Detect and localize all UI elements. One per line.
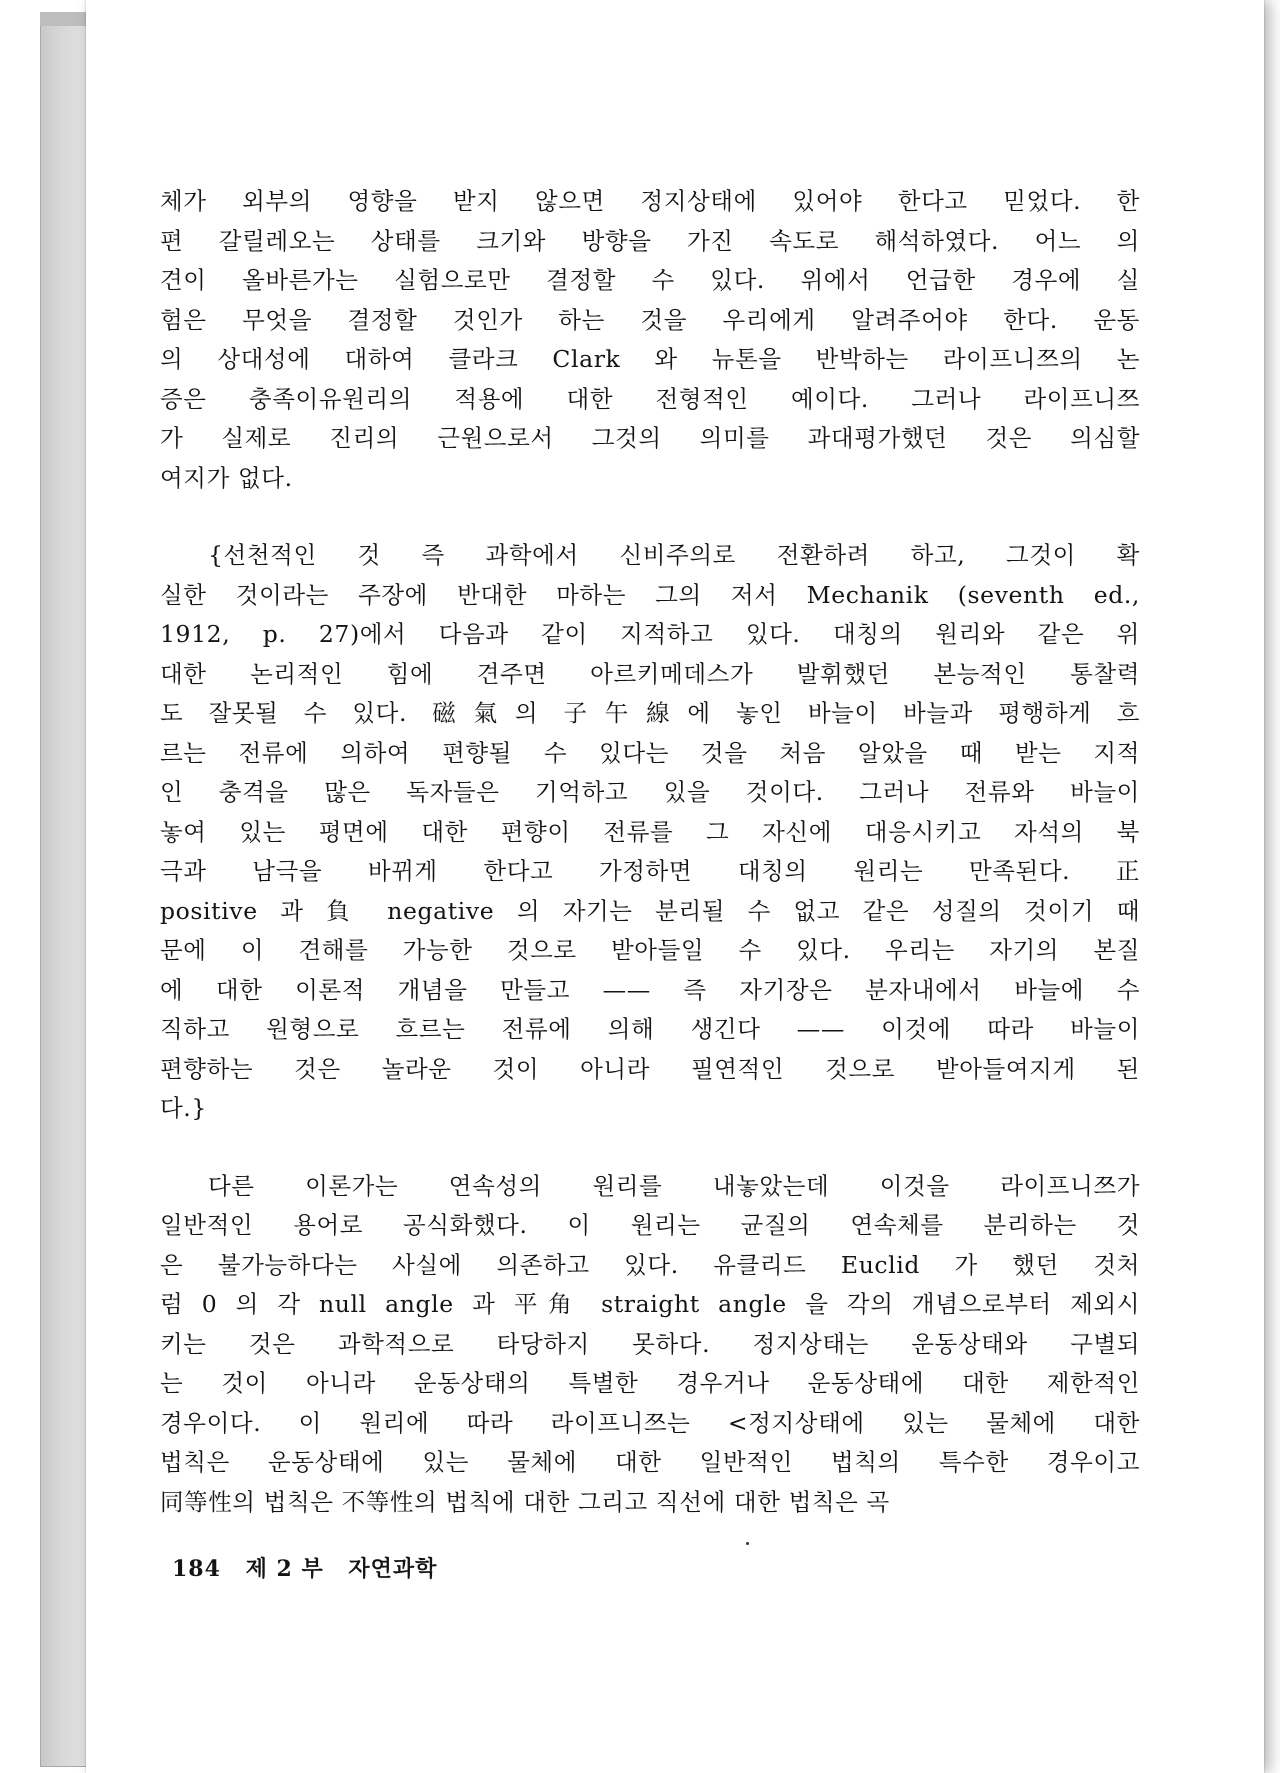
page-footer (172, 1552, 453, 1583)
book-top-edge (40, 12, 92, 26)
paragraph-gap (160, 1129, 1140, 1167)
section-label: 자연과학 (348, 1556, 438, 1582)
text-line: 다른 이론가는 연속성의 원리를 내놓았는데 이것을 라이프니쯔가 (208, 1171, 1140, 1200)
text-line: 은 불가능하다는 사실에 의존하고 있다. 유클리드 Euclid 가 했던 것처 (160, 1250, 1140, 1279)
text-line: 의 상대성에 대하여 클라크 Clark 와 뉴톤을 반박하는 라이프니쯔의 논 (160, 345, 1140, 373)
book-spine (40, 12, 92, 1767)
text-line: 증은 충족이유원리의 적용에 대한 전형적인 예이다. 그러나 라이프니쯔 (160, 384, 1140, 413)
text-line: 실한 것이라는 주장에 반대한 마하는 그의 저서 Mechanik (seventh ed., (160, 580, 1140, 609)
paragraph-gap (160, 498, 1140, 536)
paragraph (160, 182, 1140, 498)
text-line: 법칙은 운동상태에 있는 물체에 대한 일반적인 법칙의 특수한 경우이고 (160, 1448, 1140, 1476)
text-line: 경우이다. 이 원리에 따라 라이프니쯔는 <정지상태에 있는 물체에 대한 (160, 1408, 1140, 1437)
body-text (160, 182, 1140, 1522)
text-line: 문에 이 견해를 가능한 것으로 받아들일 수 있다. 우리는 자기의 본질 (160, 936, 1140, 964)
text-line: 키는 것은 과학적으로 타당하지 못하다. 정지상태는 운동상태와 구별되 (160, 1329, 1140, 1358)
page-speck (746, 1542, 749, 1545)
text-line: 1912, p. 27)에서 다음과 같이 지적하고 있다. 대칭의 원리와 같은 위 (160, 620, 1140, 648)
text-line: 가 실제로 진리의 근원으로서 그것의 의미를 과대평가했던 것은 의심할 (160, 424, 1140, 452)
text-line: 다.} (160, 1094, 207, 1122)
text-line: 同等性의 법칙은 不等性의 법칙에 대한 그리고 직선에 대한 법칙은 곡 (160, 1487, 890, 1516)
text-line: 여지가 없다. (160, 463, 293, 492)
text-line: {선천적인 것 즉 과학에서 신비주의로 전환하려 하고, 그것이 확 (208, 541, 1140, 569)
text-line: 편 갈릴레오는 상태를 크기와 방향을 가진 속도로 해석하였다. 어느 의 (160, 226, 1140, 255)
paragraph (160, 536, 1140, 1129)
text-line: 견이 올바른가는 실험으로만 결정할 수 있다. 위에서 언급한 경우에 실 (160, 266, 1140, 294)
paragraph (160, 1167, 1140, 1523)
text-line: 르는 전류에 의하여 편향될 수 있다는 것을 처음 알았을 때 받는 지적 (160, 738, 1140, 767)
page-number: 184 (172, 1556, 221, 1582)
text-line: 럼 0 의 각 null angle 과 平角 straight angle 을 각의 개념으로부터 제외시 (160, 1290, 1140, 1318)
text-line: 험은 무엇을 결정할 것인가 하는 것을 우리에게 알려주어야 한다. 운동 (160, 305, 1140, 334)
text-line: 일반적인 용어로 공식화했다. 이 원리는 균질의 연속체를 분리하는 것 (160, 1211, 1140, 1239)
text-line: 편향하는 것은 놀라운 것이 아니라 필연적인 것으로 받아들여지게 된 (160, 1054, 1140, 1083)
text-line: 에 대한 이론적 개념을 만들고 —— 즉 자기장은 분자내에서 바늘에 수 (160, 975, 1140, 1004)
text-line: 는 것이 아니라 운동상태의 특별한 경우거나 운동상태에 대한 제한적인 (160, 1369, 1140, 1397)
text-line: 극과 남극을 바뀌게 한다고 가정하면 대칭의 원리는 만족된다. 正 (160, 857, 1140, 885)
text-line: positive 과 負 negative 의 자기는 분리될 수 없고 같은 성질의 것이기 때 (160, 896, 1140, 925)
text-line: 인 충격을 많은 독자들은 기억하고 있을 것이다. 그러나 전류와 바늘이 (160, 778, 1140, 806)
part-label: 제 2 부 (245, 1556, 324, 1582)
text-line: 체가 외부의 영향을 받지 않으면 정지상태에 있어야 한다고 믿었다. 한 (160, 187, 1140, 215)
text-line: 놓여 있는 평면에 대한 편향이 전류를 그 자신에 대응시키고 자석의 북 (160, 817, 1140, 846)
text-line: 직하고 원형으로 흐르는 전류에 의해 생긴다 —— 이것에 따라 바늘이 (160, 1015, 1140, 1043)
text-line: 대한 논리적인 힘에 견주면 아르키메데스가 발휘했던 본능적인 통찰력 (160, 659, 1140, 688)
text-line: 도 잘못될 수 있다. 磁氣의 子午線에 놓인 바늘이 바늘과 평행하게 흐 (160, 699, 1140, 727)
